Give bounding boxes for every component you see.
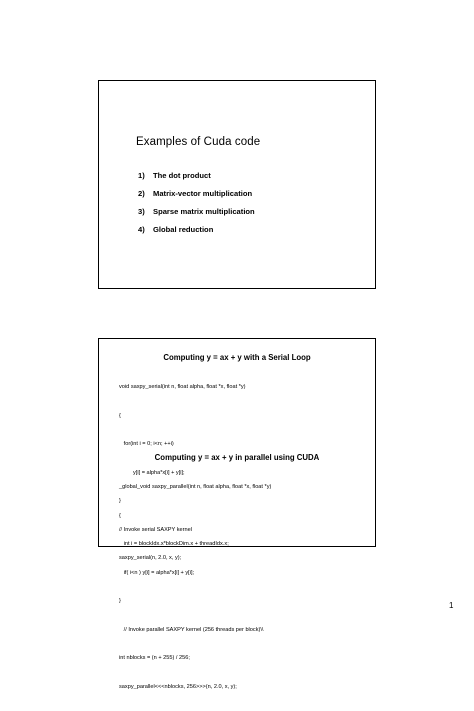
list-item-label: Matrix-vector multiplication	[153, 189, 253, 198]
code-line: y[i] = alpha*x[i] + y[i];	[119, 469, 185, 476]
code-line: if( i<n ) y[i] = alpha*x[i] + y[i];	[119, 569, 195, 576]
slide-2	[98, 338, 376, 690]
parallel-code-block	[119, 464, 271, 711]
code-line: int nblocks = (n + 255) / 256;	[119, 655, 190, 661]
slide-title: Examples of Cuda code	[136, 136, 261, 148]
list-item-label: Global reduction	[153, 225, 214, 234]
code-line: {	[119, 412, 121, 419]
code-line: {	[119, 512, 121, 519]
list-item-label: Sparse matrix multiplication	[153, 207, 255, 216]
list-item-label: The dot product	[153, 171, 211, 180]
code-line: void saxpy_serial(int n, float alpha, float *x, float *y)	[119, 384, 246, 390]
examples-list	[138, 171, 255, 243]
list-item	[138, 171, 255, 189]
code-line: saxpy_parallel<<<nblocks, 256>>>(n, 2.0, x, y);	[119, 683, 237, 690]
code-line: }	[119, 598, 121, 604]
code-line: int i = blockIdx.x*blockDim.x + threadIdx.x;	[119, 541, 229, 547]
slide-1	[98, 80, 376, 289]
list-item	[138, 207, 255, 225]
code-line: }	[119, 498, 121, 504]
serial-loop-heading: Computing y = ax + y with a Serial Loop	[163, 353, 311, 362]
code-line: for(int i = 0; i<n; ++i)	[119, 441, 174, 447]
list-item	[138, 225, 255, 243]
code-line: // Invoke parallel SAXPY kernel (256 threads per block)\\	[119, 626, 264, 633]
list-item-number: 1)	[138, 171, 145, 180]
list-item-number: 2)	[138, 189, 145, 198]
list-item-number: 4)	[138, 225, 145, 234]
page-number: 1	[449, 601, 454, 610]
code-line: saxpy_serial(n, 2.0, x, y);	[119, 555, 182, 561]
parallel-cuda-heading: Computing y = ax + y in parallel using CUDA	[154, 453, 320, 462]
list-item-number: 3)	[138, 207, 145, 216]
code-line: _global_void saxpy_parallel(int n, float alpha, float *x, float *y)	[119, 484, 272, 490]
list-item	[138, 189, 255, 207]
code-line: // Invoke serial SAXPY kernel	[119, 526, 192, 533]
